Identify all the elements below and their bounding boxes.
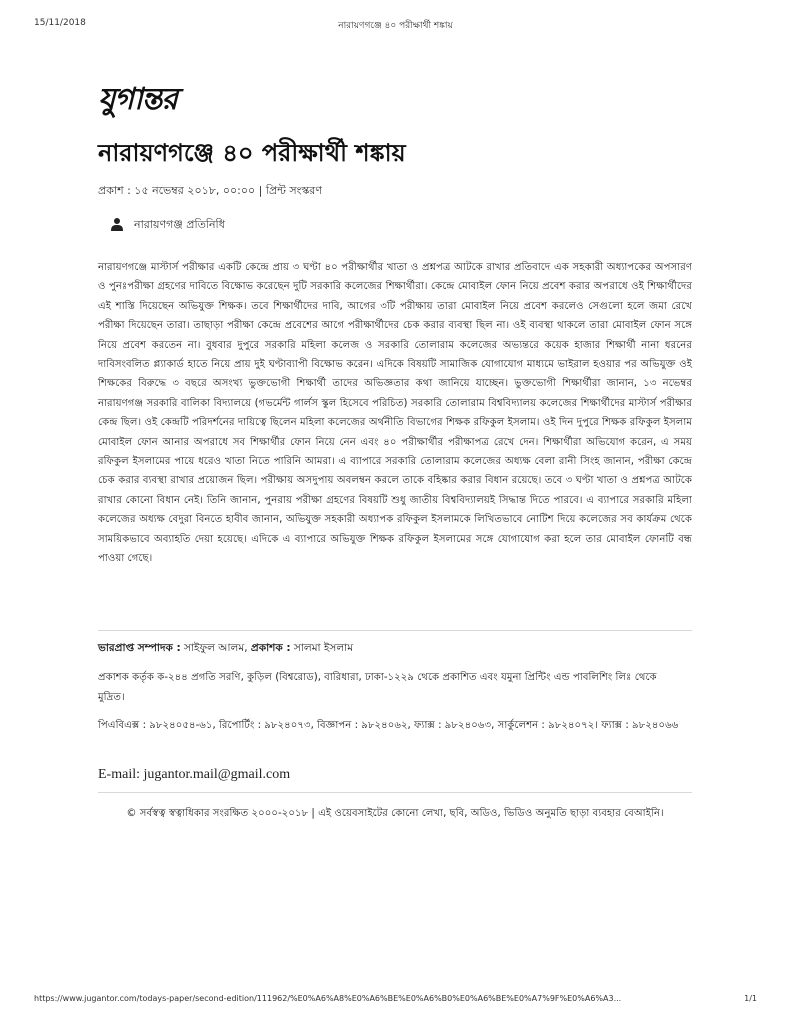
article-headline: নারায়ণগঞ্জে ৪০ পরীক্ষার্থী শঙ্কায় — [98, 139, 406, 167]
editor-label: ভারপ্রাপ্ত সম্পাদক : — [98, 642, 181, 654]
print-page-number: 1/1 — [744, 994, 757, 1003]
publisher-name: সালমা ইসলাম — [293, 642, 354, 654]
article-body: নারায়ণগঞ্জে মাস্টার্স পরীক্ষার একটি কেন্দ্রে প্রায় ৩ ঘণ্টা ৪০ পরীক্ষার্থীর খাতা ও প্রশ্নপত্র আটকে রাখার প্রতিবাদে এক সহকারী অধ্যাপকের অপসারণ ও পুনঃপরীক্ষা গ্রহণের দাবিতে বিক্ষোভ করেছেন দুটি সরকারি কলেজের শিক্ষার্থীরা। কেন্দ্রে মোবাইল ফোন নিয়ে প্রবেশ করার অপরাধে ওই শিক্ষার্থীদের এই শাস্তি দিয়েছেন অভিযুক্ত শিক্ষক। তবে শিক্ষার্থীদের দাবি, আগের ৩টি পরীক্ষায় তারা মোবাইল নিয়ে প্রবেশ করলেও সেগুলো হলে জমা রেখে পরীক্ষা দিয়েছেন তারা। তাছাড়া পরীক্ষা কেন্দ্রে প্রবেশের আগে পরীক্ষার্থীদের চেক করার ব্যবস্থা ছিল না। ওই ব্যবস্থা থাকলে তারা মোবাইল ফোন সঙ্গে নিয়ে প্রবেশ করতেন না। বুধবার দুপুরে সরকারি মহিলা কলেজ ও সরকারি তোলারাম কলেজের অভ্যন্তরে কয়েক হাজার শিক্ষার্থী নানা ধরনের দাবিসংবলিত প্ল্যাকার্ড হাতে নিয়ে প্রায় দুই ঘণ্টাব্যাপী বিক্ষোভ করেন। এদিকে বিষয়টি সামাজিক যোগাযোগ মাধ্যমে ভাইরাল হওয়ার পর অভিযুক্ত ওই শিক্ষকের বিরুদ্ধে ৩ বছরে অসংখ্য ভুক্তভোগী শিক্ষার্থী তাদের অভিজ্ঞতার কথা জানিয়ে যাচ্ছেন। ভুক্তভোগী শিক্ষার্থীরা জানান, ১৩ নভেম্বর নারায়ণগঞ্জ সরকারি বালিকা বিদ্যালয়ে (গভর্মেন্ট গার্লস স্কুল হিসেবে পরিচিত) সরকারি তোলারাম বিশ্ববিদ্যালয় কলেজের শিক্ষার্থীদের মাস্টার্স পরীক্ষার কেন্দ্র ছিল। ওই কেন্দ্রটি পরিদর্শনের দায়িত্বে ছিলেন মহিলা কলেজের অর্থনীতি বিভাগের শিক্ষক রফিকুল ইসলাম। ওই দিন দুপুরে শিক্ষক রফিকুল ইসলাম মোবাইল ফোন আনার অপরাধে সব শিক্ষার্থীর ফোন নিয়ে নেন এবং ৪০ পরীক্ষার্থীর পরীক্ষাপত্র রেখে দেন। শিক্ষার্থীরা অভিযোগ করেন, এ সময় রফিকুল ইসলামের পায়ে ধরেও খাতা নিতে পারিনি আমরা। এ ব্যাপারে সরকারি তোলারাম কলেজের অধ্যক্ষ বেলা রানী সিংহ জানান, পরীক্ষা কেন্দ্রে চেক করার ব্যবস্থা রাখার প্রয়োজন ছিল। পরীক্ষায় অসদুপায় অবলম্বন করলে তাকে বহিষ্কার করার বিধান রয়েছে। তবে ৩ ঘণ্টা খাতা ও প্রশ্নপত্র আটকে রাখার কোনো বিধান নেই। তিনি জানান, পুনরায় পরীক্ষা গ্রহণের বিষয়টি শুধু জাতীয় বিশ্ববিদ্যালয়ই সিদ্ধান্ত দিতে পারবে। এ ব্যাপারে সরকারি মহিলা কলেজের অধ্যক্ষ বেদুরা বিনতে হাবীব জানান, অভিযুক্ত সহকারী অধ্যাপক রফিকুল ইসলামকে লিখিতভাবে নোটিশ দিয়ে কলেজের সব কার্যক্রম থেকে সাময়িকভাবে অব্যাহতি দেয়া হয়েছে। এদিকে এ ব্যাপারে অভিযুক্ত শিক্ষক রফিকুল ইসলামের সঙ্গে যোগাযোগ করা হলে তার মোবাইল ফোনটি বন্ধ পাওয়া গেছে। — [98, 262, 692, 565]
divider — [98, 792, 692, 793]
author-name: নারায়ণগঞ্জ প্রতিনিধি — [134, 218, 225, 231]
print-page-title: নারায়ণগঞ্জে ৪০ পরীক্ষার্থী শঙ্কায় — [338, 21, 453, 31]
logo-text: যুগান্তর — [98, 82, 177, 117]
publisher-address: প্রকাশক কর্তৃক ক-২৪৪ প্রগতি সরণি, কুড়িল (বিশ্বরোড), বারিধারা, ঢাকা-১২২৯ থেকে প্রকাশিত এবং যমুনা প্রিন্টিং এন্ড পাবলিশিং লিঃ থেকে মুদ্রিত। — [98, 672, 657, 703]
publisher-label: প্রকাশক : — [250, 642, 291, 654]
print-date: 15/11/2018 — [34, 18, 86, 28]
contact-email[interactable]: E-mail: jugantor.mail@gmail.com — [98, 767, 291, 782]
divider — [98, 630, 692, 631]
editor-name: সাইফুল আলম, — [184, 642, 248, 654]
copyright-notice: © সর্বস্বত্ব স্বত্বাধিকার সংরক্ষিত ২০০০-২০১৮ | এই ওয়েবসাইটের কোনো লেখা, ছবি, অডিও, ভিডিও অনুমতি ছাড়া ব্যবহার বেআইনি। — [126, 808, 664, 819]
published-line: প্রকাশ : ১৫ নভেম্বর ২০১৮, ০০:০০ | প্রিন্ট সংস্করণ — [98, 184, 323, 197]
user-icon — [110, 217, 124, 234]
contact-numbers: পিএবিএক্স : ৯৮২৪০৫৪-৬১, রিপোর্টিং : ৯৮২৪০৭৩, বিজ্ঞাপন : ৯৮২৪০৬২, ফ্যাক্স : ৯৮২৪০৬৩, সার্কুলেশন : ৯৮২৪০৭২। ফ্যাক্স : ৯৮২৪০৬৬ — [98, 720, 679, 731]
newspaper-logo[interactable] — [98, 78, 177, 122]
print-url: https://www.jugantor.com/todays-paper/second-edition/111962/%E0%A6%A8%E0%A6%BE%E0%A6%B0%E0%A6%BE%E0%A7%9F%E0%A6%A3... — [34, 994, 622, 1003]
editor-line — [98, 641, 353, 658]
author-byline — [110, 216, 225, 235]
